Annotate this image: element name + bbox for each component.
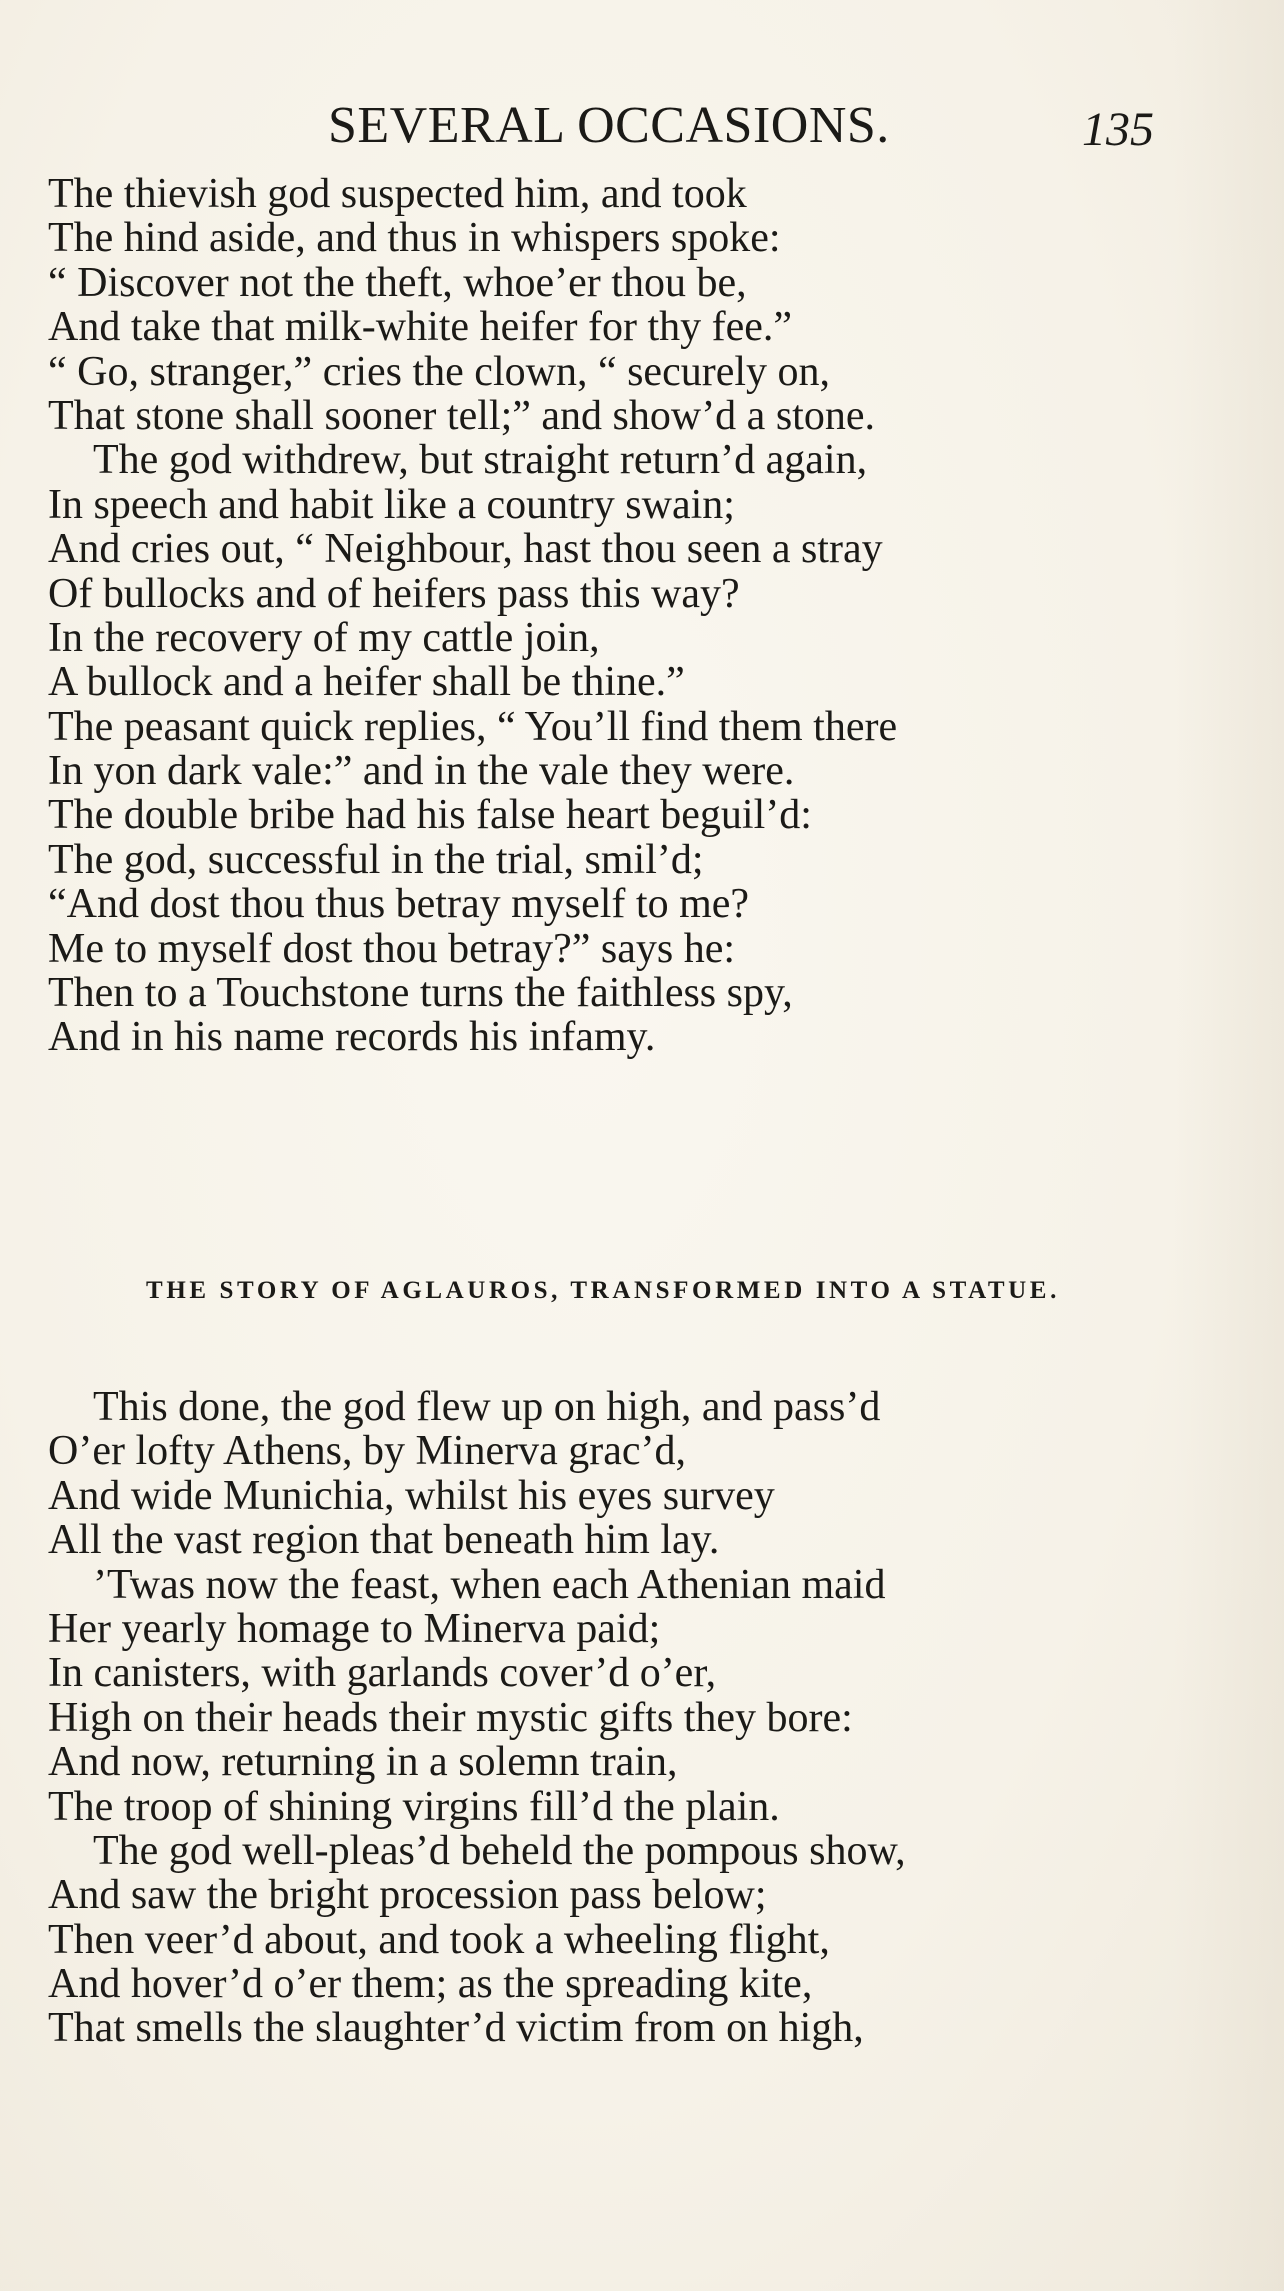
verse-line: The thievish god suspected him, and took <box>48 171 747 217</box>
section-heading: THE STORY OF AGLAUROS, TRANSFORMED INTO A STATUE. <box>146 1277 1060 1304</box>
verse-line: O’er lofty Athens, by Minerva grac’d, <box>48 1428 686 1475</box>
verse-line: And cries out, “ Neighbour, hast thou seen a stray <box>48 526 883 573</box>
verse-line: And wide Munichia, whilst his eyes survey <box>48 1472 775 1519</box>
verse-line: Then to a Touchstone turns the faithless spy, <box>48 970 793 1017</box>
verse-line: And saw the bright procession pass below; <box>48 1872 767 1919</box>
verse-line: And take that milk-white heifer for thy fee.” <box>48 304 793 351</box>
verse-passage-2 <box>48 1385 1168 2051</box>
verse-line: In the recovery of my cattle join, <box>48 614 600 661</box>
verse-line: “And dost thou thus betray myself to me? <box>48 881 750 928</box>
verse-passage-1 <box>48 172 1168 1060</box>
verse-line: In canisters, with garlands cover’d o’er, <box>48 1650 717 1697</box>
verse-line: Then veer’d about, and took a wheeling flight, <box>48 1916 830 1963</box>
verse-line: High on their heads their mystic gifts they bore: <box>48 1694 853 1741</box>
verse-line: The god withdrew, but straight return’d again, <box>93 437 868 484</box>
verse-line: The god well-pleas’d beheld the pompous show, <box>93 1827 906 1874</box>
verse-line: Her yearly homage to Minerva paid; <box>48 1605 661 1652</box>
verse-line: The god, successful in the trial, smil’d; <box>48 836 704 883</box>
page-header <box>0 96 1284 166</box>
verse-line: The troop of shining virgins fill’d the plain. <box>48 1783 780 1830</box>
verse-line: That smells the slaughter’d victim from on high, <box>48 2005 864 2052</box>
verse-line: And in his name records his infamy. <box>48 1014 656 1061</box>
verse-line: A bullock and a heifer shall be thine.” <box>48 659 685 706</box>
verse-line: The double bribe had his false heart beguil’d: <box>48 792 812 839</box>
verse-line: Me to myself dost thou betray?” says he: <box>48 925 736 972</box>
verse-line: All the vast region that beneath him lay. <box>48 1517 720 1564</box>
running-head: SEVERAL OCCASIONS. <box>328 97 890 154</box>
verse-line: The peasant quick replies, “ You’ll find them there <box>48 703 898 750</box>
verse-line: And now, returning in a solemn train, <box>48 1739 678 1786</box>
verse-line: This done, the god flew up on high, and pass’d <box>93 1384 881 1430</box>
verse-line: “ Discover not the theft, whoe’er thou be, <box>48 259 747 306</box>
verse-line: Of bullocks and of heifers pass this way? <box>48 570 740 617</box>
verse-line: “ Go, stranger,” cries the clown, “ securely on, <box>48 348 831 395</box>
verse-line: In yon dark vale:” and in the vale they were. <box>48 748 795 795</box>
verse-line: That stone shall sooner tell;” and show’d a stone. <box>48 392 875 439</box>
verse-line: ’Twas now the feast, when each Athenian maid <box>93 1561 886 1608</box>
page-edge-shadow <box>1174 0 1284 2291</box>
verse-line: In speech and habit like a country swain; <box>48 481 735 528</box>
verse-line: The hind aside, and thus in whispers spoke: <box>48 215 781 262</box>
verse-line: And hover’d o’er them; as the spreading kite, <box>48 1961 813 2008</box>
page-number: 135 <box>1082 103 1154 156</box>
